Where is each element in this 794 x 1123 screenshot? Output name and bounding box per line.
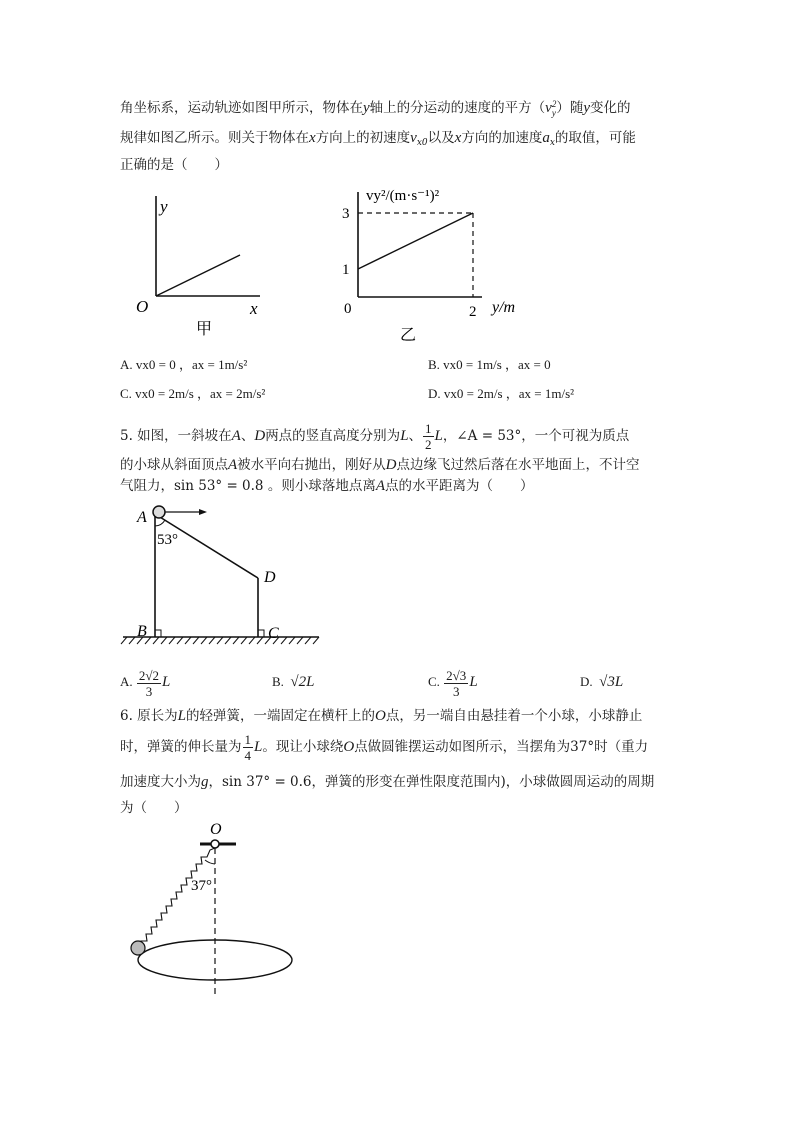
q6-text-line-1: 6. 原长为L的轻弹簧，一端固定在横杆上的O点，另一端自由悬挂着一个小球，小球静止 [120, 708, 643, 724]
q6-text-line-3: 加速度大小为g，sin 37° = 0.6，弹簧的形变在弹性限度范围内)，小球做圆周运动的周期 [120, 774, 655, 790]
spring [141, 848, 215, 946]
quarter-fraction: $\frac{1}{4}$ [244, 732, 251, 763]
right-angle-C [258, 630, 264, 637]
ground-hatching [121, 637, 319, 644]
q4-option-d: D. vx0 = 2m/s ，ax = 1m/s² [428, 386, 575, 401]
q5-option-a: A. $\frac{2√2}{3}$ L [120, 667, 171, 699]
label-angle-53: 53° [157, 532, 178, 548]
yi-ylabel: vy²/(m·s⁻¹)² [366, 188, 440, 204]
graph-yi [330, 180, 540, 345]
q5-option-d: D. √3L [580, 674, 624, 690]
q5-text-line-3: 气阻力，sin 53° = 0.8 。则小球落地点离A点的水平距离为（ ） [120, 478, 534, 494]
q4-option-c: C. vx0 = 2m/s ，ax = 2m/s² [120, 386, 266, 401]
pendulum-ball [131, 941, 145, 955]
q5-text-line-2: 的小球从斜面顶点A被水平向右抛出，刚好从D点边缘飞过然后落在水平地面上，不计空 [120, 457, 640, 473]
jia-trajectory [156, 255, 240, 296]
q4-text-line-3: 正确的是（ ） [120, 157, 228, 173]
angle-arc [155, 520, 165, 526]
yi-tick-y-1: 1 [342, 262, 350, 278]
q5-option-b: B. √2L [272, 674, 315, 690]
right-angle-B [155, 630, 161, 637]
q4-text-line-2: 规律如图乙所示。则关于物体在x方向上的初速度$v_{x0}$以及x方向的加速度$a_x$的取值，可能 [120, 130, 636, 148]
jia-caption: 甲 [196, 321, 213, 338]
ball [153, 506, 165, 518]
jia-origin: O [136, 297, 149, 316]
jia-xlabel: x [250, 299, 258, 318]
label-C: C [268, 625, 279, 642]
conical-pendulum-figure [120, 820, 310, 1000]
label-D: D [264, 569, 276, 586]
angle-arc-37 [205, 860, 215, 864]
label-O: O [210, 821, 222, 838]
pivot-O [211, 840, 219, 848]
yi-xlabel: y/m [492, 299, 516, 316]
yi-series-line [358, 213, 473, 269]
q6-text-line-4: 为（ ） [120, 800, 188, 816]
velocity-arrowhead [199, 509, 207, 515]
q4-option-a: A. vx0 = 0 ，ax = 1m/s² [120, 357, 248, 372]
yi-caption: 乙 [400, 327, 417, 344]
q5-text-line-1: 5. 如图，一斜坡在A、D两点的竖直高度分别为L、 $\frac{1}{2}$ L，∠A = 53°，一个可视为质点 [120, 421, 630, 452]
label-B: B [137, 623, 147, 640]
jia-ylabel: y [160, 197, 168, 216]
q5-option-c: C. $\frac{2√3}{3}$ L [428, 667, 478, 699]
q4-text-line-1: 角坐标系，运动轨迹如图甲所示，物体在y轴上的分运动的速度的平方（v 2 y ）随y变化的 [120, 98, 631, 118]
yi-origin: 0 [344, 301, 352, 317]
yi-tick-x-2: 2 [469, 304, 477, 320]
q4-option-b: B. vx0 = 1m/s ，ax = 0 [428, 357, 551, 372]
yi-tick-y-3: 3 [342, 206, 350, 222]
label-A: A [137, 509, 147, 526]
graph-jia [120, 188, 280, 343]
q6-text-line-2: 时，弹簧的伸长量为 $\frac{1}{4}$ L。现让小球绕O点做圆锥摆运动如图所示，当摆角为37°时（重力 [120, 732, 649, 763]
half-fraction: $\frac{1}{2}$ [425, 421, 432, 452]
label-angle-37: 37° [191, 878, 212, 894]
slope-figure [115, 500, 325, 655]
